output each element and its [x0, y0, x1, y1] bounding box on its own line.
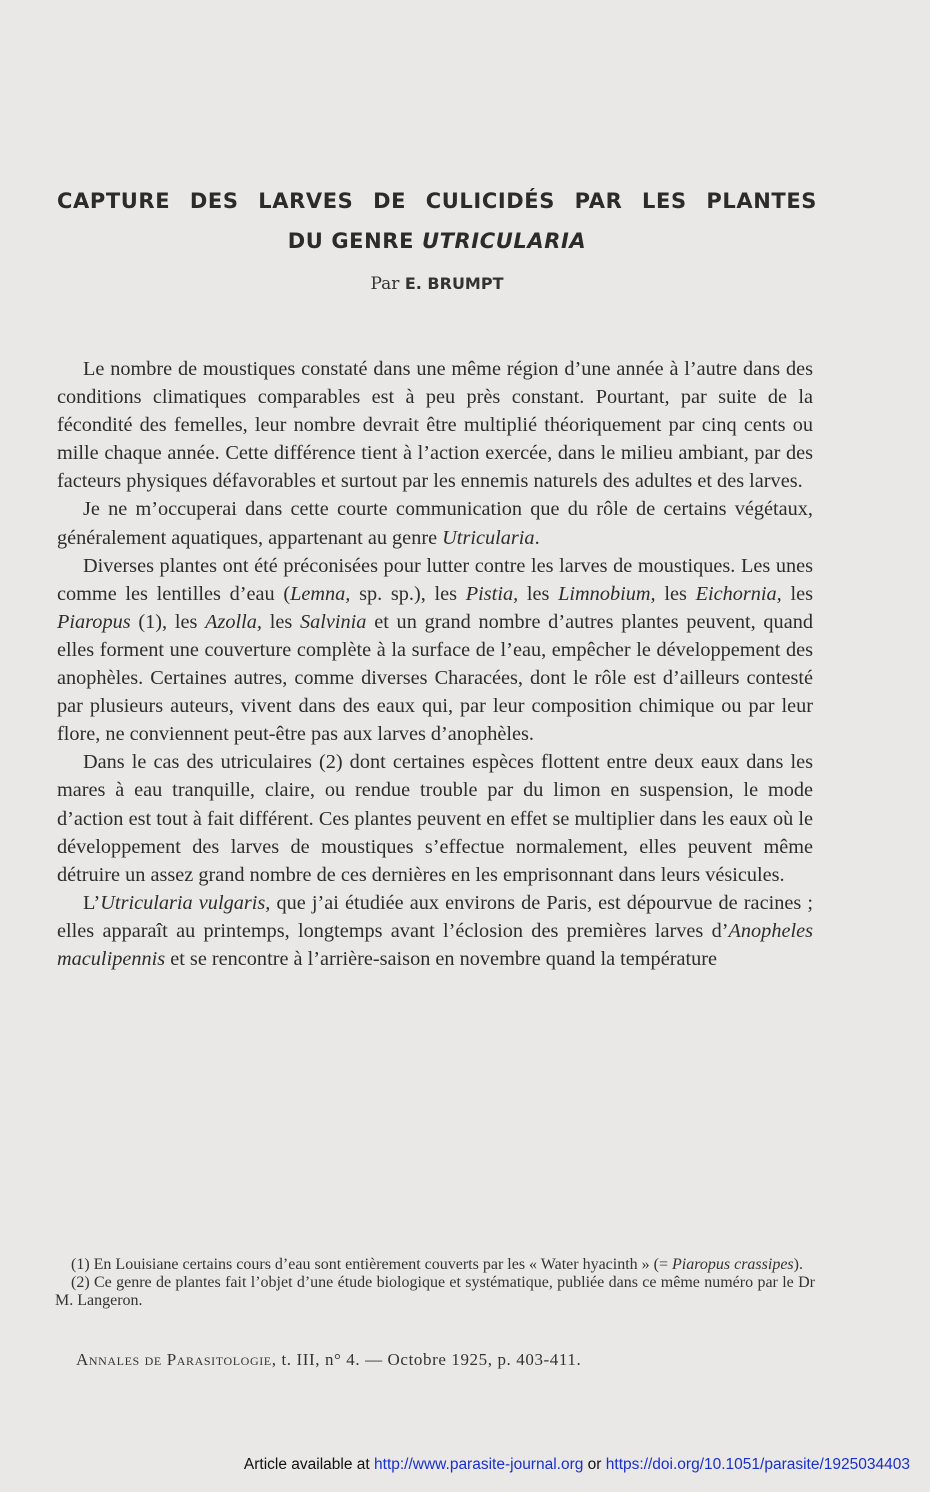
paragraph-2-genus: Utricularia	[442, 526, 535, 549]
paragraph-3	[57, 552, 813, 749]
paragraph-1: Le nombre de moustiques constaté dans une même région d’une année à l’autre dans des conditions climatiques comparables est à peu près constant. Pourtant, par suite de la fécondité des femelles, leur nombre devrait être multiplié théoriquement par cinq cents ou mille chaque année. Cette différence tient à l’action exercée, dans le milieu ambiant, par des facteurs physiques défavorables et surtout par les ennemis naturels des adultes et des larves.	[57, 358, 813, 493]
footnote-1	[55, 1256, 815, 1274]
p3-s8: et un grand nombre d’autres plantes peuvent, quand elles forment une couverture complète à la surface de l’eau, empêcher le développement des anophèles. Certaines autres, comme diverses Characées, dont le rôle est d’ailleurs contesté par plusieurs auteurs, vivent dans des eaux qui, par leur composition chimique ou par leur flore, ne conviennent peut-être pas aux larves d’anophèles.	[57, 610, 813, 746]
availability-notice	[0, 1456, 910, 1474]
p5-s2: que j’ai étudiée aux environs de Paris, est dépourvue de racines ; elles apparaît au printemps, longtemps avant l’éclosion des premières larves d’	[57, 891, 813, 942]
journal-issue: t. III, n° 4. — Octobre 1925, p. 403-411.	[276, 1350, 582, 1369]
p3-s1: Diverses plantes ont été préconisées pour lutter contre les larves de moustiques. Les unes comme les lentilles d’eau (	[57, 554, 813, 605]
title-line-2	[57, 221, 817, 261]
p5-s3: et se rencontre à l’arrière-saison en novembre quand la température	[165, 947, 717, 970]
p3-s2: sp. sp.), les	[350, 582, 466, 605]
footnote-1-text: (1) En Louisiane certains cours d’eau sont entièrement couverts par les « Water hyacinth » (=	[71, 1256, 673, 1273]
byline-prefix: Par	[370, 274, 405, 294]
p5-i1: Utricularia vulgaris,	[100, 891, 271, 914]
footnote-1-italic: Piaropus crassipes	[672, 1256, 794, 1273]
paragraph-2-end: .	[534, 526, 540, 549]
p3-s3: les	[518, 582, 559, 605]
p3-i4: Eichornia,	[695, 582, 782, 605]
p3-i2: Pistia,	[465, 582, 519, 605]
footnote-1-end: ).	[793, 1256, 803, 1273]
footnotes	[55, 1256, 815, 1310]
title-line-1: CAPTURE DES LARVES DE CULICIDÉS PAR LES PLANTES	[57, 189, 817, 213]
p3-s4: les	[655, 582, 696, 605]
availability-middle: or	[583, 1456, 606, 1473]
paragraph-5	[57, 889, 813, 973]
p5-s1: L’	[83, 891, 101, 914]
paragraph-2	[57, 495, 813, 551]
p3-i7: Salvinia	[299, 610, 367, 633]
availability-prefix: Article available at	[243, 1456, 375, 1473]
p3-i6: Azolla,	[205, 610, 262, 633]
title-genus: UTRICULARIA	[421, 229, 587, 253]
article-title	[57, 181, 817, 261]
p3-s6: (1), les	[130, 610, 206, 633]
doi-link[interactable]: https://doi.org/10.1051/parasite/1925034403	[605, 1456, 910, 1473]
article-body	[57, 355, 813, 973]
journal-site-link[interactable]: http://www.parasite-journal.org	[374, 1456, 584, 1473]
footnote-2: (2) Ce genre de plantes fait l’objet d’une étude biologique et systématique, publiée dans ce même numéro par le Dr M. Langeron.	[55, 1274, 815, 1309]
p3-s5: les	[781, 582, 813, 605]
journal-citation	[76, 1350, 581, 1370]
author-byline	[57, 274, 817, 294]
p3-i3: Limnobium,	[558, 582, 656, 605]
journal-name: Annales de Parasitologie,	[76, 1350, 277, 1369]
p5-i2: Anopheles maculipennis	[57, 919, 813, 970]
paragraph-4: Dans le cas des utriculaires (2) dont certaines espèces flottent entre deux eaux dans les mares à eau tranquille, claire, ou rendue trouble par du limon en suspension, le mode d’action est tout à fait différent. Ces plantes peuvent en effet se multiplier dans les eaux où le développement des larves de moustiques s’effectue normalement, elles peuvent même détruire un assez grand nombre de ces dernières en les emprisonnant dans leurs vésicules.	[57, 751, 813, 886]
p3-i5: Piaropus	[57, 610, 131, 633]
paragraph-2-text: Je ne m’occuperai dans cette courte communication que du rôle de certains végétaux, généralement aquatiques, appartenant au genre	[57, 498, 813, 549]
p3-i1: Lemna,	[290, 582, 351, 605]
title-line-2-prefix: DU GENRE	[287, 229, 422, 253]
author-name: E. BRUMPT	[404, 274, 504, 293]
p3-s7: les	[261, 610, 300, 633]
